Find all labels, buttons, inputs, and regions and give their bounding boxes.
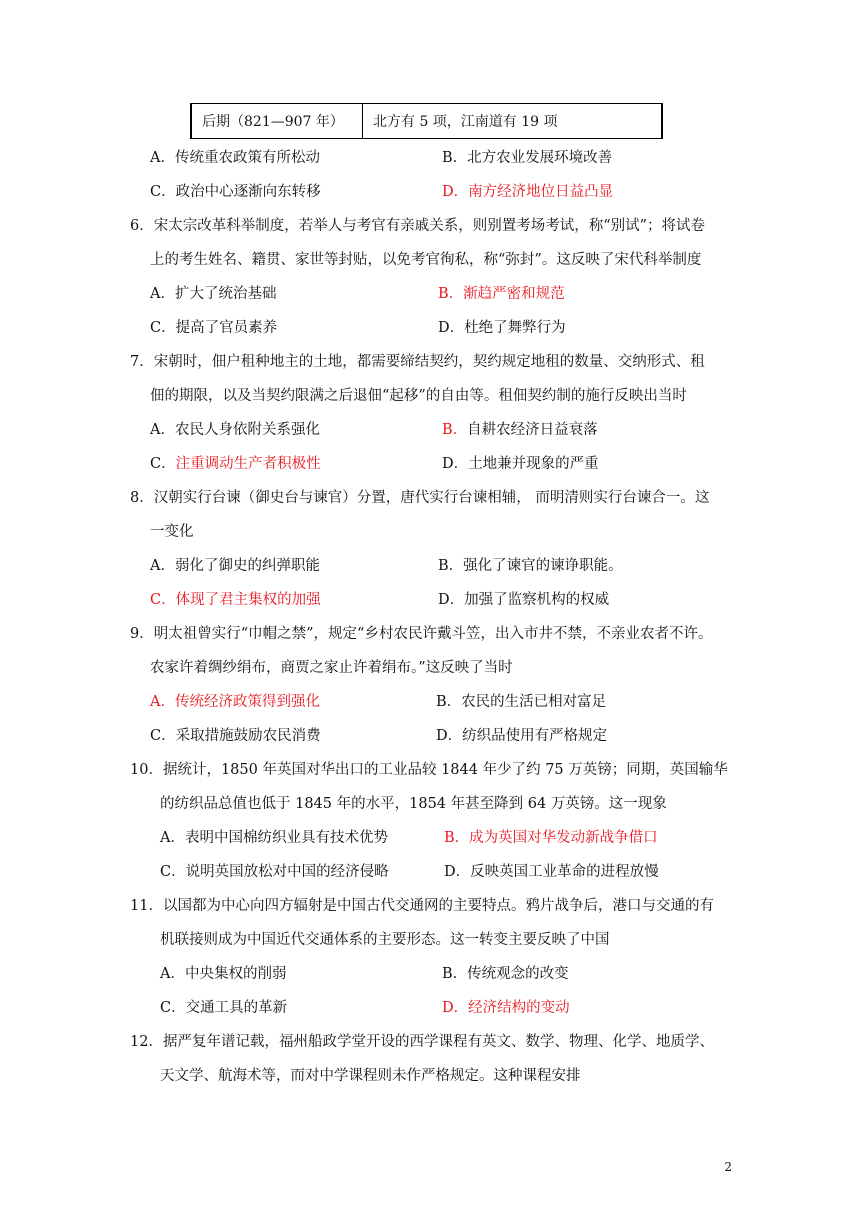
page-number: 2	[724, 1160, 732, 1174]
option-9a: A．传统经济政策得到强化	[150, 694, 320, 710]
question-9-line-1: 9．明太祖曾实行“巾帽之禁”，规定“乡村农民许戴斗笠，出入市井不禁，不亲业农者不许。	[130, 626, 713, 642]
option-10d: D．反映英国工业革命的进程放慢	[444, 864, 659, 880]
option-11d: D．经济结构的变动	[442, 1000, 570, 1016]
option-11c: C．交通工具的革新	[160, 1000, 288, 1016]
question-6-line-1: 6．宋太宗改革科举制度，若举人与考官有亲戚关系，则别置考场考试，称“别试”；将试卷	[130, 218, 706, 234]
option-7a: A．农民人身依附关系强化	[150, 422, 320, 438]
option-9b: B．农民的生活已相对富足	[436, 694, 607, 710]
question-6-line-2: 上的考生姓名、籍贯、家世等封贴，以免考官徇私，称“弥封”。这反映了宋代科举制度	[150, 252, 702, 268]
option-9d: D．纺织品使用有严格规定	[436, 728, 608, 744]
question-10-line-2: 的纺织品总值也低于 1845 年的水平，1854 年甚至降到 64 万英镑。这一现象	[160, 796, 667, 812]
option-5c: C．政治中心逐渐向东转移	[150, 184, 321, 200]
question-11-line-1: 11．以国都为中心向四方辐射是中国古代交通网的主要特点。鸦片战争后，港口与交通的有	[130, 898, 714, 914]
question-12-line-1: 12．据严复年谱记载，福州船政学堂开设的西学课程有英文、数学、物理、化学、地质学、	[130, 1034, 714, 1050]
option-5d: D．南方经济地位日益凸显	[442, 184, 614, 200]
option-7c: C．注重调动生产者积极性	[150, 456, 321, 472]
question-8-line-1: 8．汉朝实行台谏（御史台与谏官）分置，唐代实行台谏相辅， 而明清则实行台谏合一。这	[130, 490, 710, 506]
question-7-line-1: 7．宋朝时，佃户租种地主的土地，都需要缔结契约，契约规定地租的数量、交纳形式、租	[130, 354, 705, 370]
option-8d: D．加强了监察机构的权威	[438, 592, 610, 608]
question-10-line-1: 10．据统计，1850 年英国对华出口的工业品较 1844 年少了约 75 万英镑；同期，英国输华	[130, 762, 728, 778]
option-11a: A．中央集权的削弱	[160, 966, 287, 982]
option-11b: B．传统观念的改变	[442, 966, 569, 982]
option-5a: A．传统重农政策有所松动	[150, 150, 320, 166]
option-10c: C．说明英国放松对中国的经济侵略	[160, 864, 389, 880]
question-8-line-2: 一变化	[150, 524, 194, 540]
question-7-line-2: 佃的期限，以及当契约限满之后退佃“起移”的自由等。租佃契约制的施行反映出当时	[150, 388, 687, 404]
option-5b: B．北方农业发展环境改善	[442, 150, 613, 166]
option-8a: A．弱化了御史的纠弹职能	[150, 558, 320, 574]
option-8b: B．强化了谏官的谏诤职能。	[438, 558, 623, 574]
option-8c: C．体现了君主集权的加强	[150, 592, 321, 608]
option-10b: B．成为英国对华发动新战争借口	[444, 830, 658, 846]
question-9-line-2: 农家许着绸纱绢布，商贾之家止许着绢布。”这反映了当时	[150, 660, 513, 676]
table-row	[191, 104, 662, 139]
table-cell-value: 北方有 5 项，江南道有 19 项	[363, 104, 663, 139]
option-7d: D．土地兼并现象的严重	[442, 456, 599, 472]
option-6c: C．提高了官员素养	[150, 320, 278, 336]
option-6d: D．杜绝了舞弊行为	[438, 320, 566, 336]
option-10a: A．表明中国棉纺织业具有技术优势	[160, 830, 388, 846]
question-11-line-2: 机联接则成为中国近代交通体系的主要形态。这一转变主要反映了中国	[160, 932, 610, 948]
data-table	[190, 103, 663, 139]
option-6b: B．渐趋严密和规范	[438, 286, 565, 302]
option-9c: C．采取措施鼓励农民消费	[150, 728, 321, 744]
option-6a: A．扩大了统治基础	[150, 286, 277, 302]
option-7b: B．自耕农经济日益衰落	[442, 422, 598, 438]
question-12-line-2: 天文学、航海术等，而对中学课程则未作严格规定。这种课程安排	[160, 1068, 581, 1084]
table-cell-period: 后期（821—907 年）	[191, 104, 363, 139]
